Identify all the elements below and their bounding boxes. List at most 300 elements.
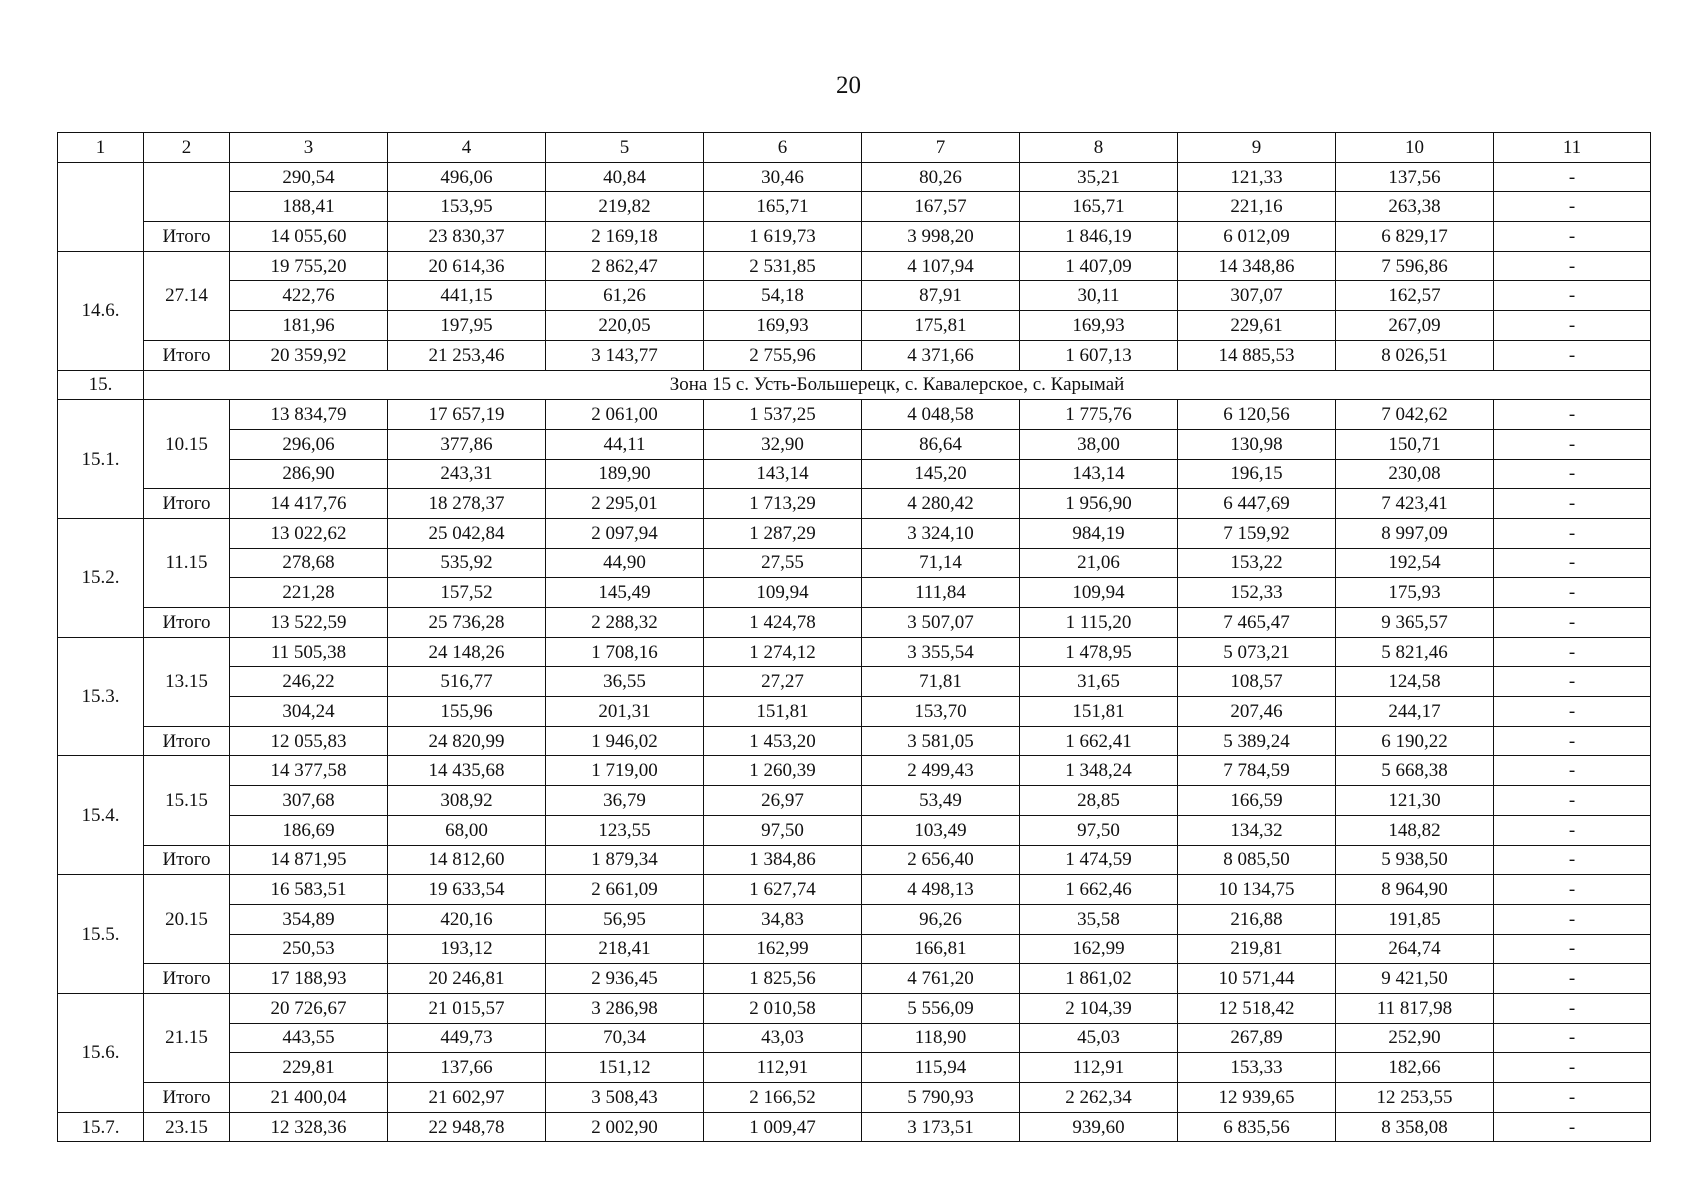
value-cell: 14 377,58 <box>230 756 388 786</box>
item-number: 15.4. <box>58 756 144 875</box>
value-cell: 112,91 <box>704 1053 862 1083</box>
value-cell: 34,83 <box>704 904 862 934</box>
value-cell: 1 627,74 <box>704 875 862 905</box>
value-cell: 145,20 <box>862 459 1020 489</box>
zone-title: Зона 15 с. Усть-Большерецк, с. Кавалерское, с. Карымай <box>144 370 1651 400</box>
value-cell: 186,69 <box>230 815 388 845</box>
total-cell: 14 055,60 <box>230 222 388 252</box>
table-row <box>58 311 1651 341</box>
value-cell: - <box>1494 548 1651 578</box>
value-cell: 2 097,94 <box>546 518 704 548</box>
value-cell: 13 834,79 <box>230 400 388 430</box>
value-cell: 70,34 <box>546 1023 704 1053</box>
total-cell: 2 295,01 <box>546 489 704 519</box>
total-cell: 2 755,96 <box>704 340 862 370</box>
value-cell: 243,31 <box>388 459 546 489</box>
value-cell: 7 784,59 <box>1178 756 1336 786</box>
table-row <box>58 993 1651 1023</box>
value-cell: 71,14 <box>862 548 1020 578</box>
value-cell: 169,93 <box>1020 311 1178 341</box>
total-cell: 6 012,09 <box>1178 222 1336 252</box>
value-cell: 286,90 <box>230 459 388 489</box>
total-label: Итого <box>144 726 230 756</box>
value-cell: 27,55 <box>704 548 862 578</box>
value-cell: 196,15 <box>1178 459 1336 489</box>
table-row <box>58 756 1651 786</box>
value-cell: 17 657,19 <box>388 400 546 430</box>
value-cell: 16 583,51 <box>230 875 388 905</box>
value-cell: 2 862,47 <box>546 251 704 281</box>
value-cell: 422,76 <box>230 281 388 311</box>
value-cell: 1 287,29 <box>704 518 862 548</box>
total-row <box>58 608 1651 638</box>
value-cell: 354,89 <box>230 904 388 934</box>
value-cell: - <box>1494 637 1651 667</box>
value-cell: - <box>1494 786 1651 816</box>
value-cell: 1 260,39 <box>704 756 862 786</box>
value-cell: 61,26 <box>546 281 704 311</box>
value-cell: 169,93 <box>704 311 862 341</box>
value-cell: 263,38 <box>1336 192 1494 222</box>
total-cell: 20 246,81 <box>388 964 546 994</box>
value-cell: 2 010,58 <box>704 993 862 1023</box>
total-cell: 9 365,57 <box>1336 608 1494 638</box>
total-cell: 1 846,19 <box>1020 222 1178 252</box>
item-number: 15.2. <box>58 518 144 637</box>
value-cell: 86,64 <box>862 429 1020 459</box>
total-cell: 21 253,46 <box>388 340 546 370</box>
item-number: 14.6. <box>58 251 144 370</box>
value-cell: 420,16 <box>388 904 546 934</box>
header-cell: 11 <box>1494 133 1651 163</box>
value-cell: 267,89 <box>1178 1023 1336 1053</box>
value-cell: - <box>1494 518 1651 548</box>
value-cell: 103,49 <box>862 815 1020 845</box>
table-row <box>58 578 1651 608</box>
total-cell: 18 278,37 <box>388 489 546 519</box>
total-cell: 5 389,24 <box>1178 726 1336 756</box>
total-label: Итого <box>144 340 230 370</box>
value-cell: 290,54 <box>230 162 388 192</box>
value-cell: 130,98 <box>1178 429 1336 459</box>
total-cell: 2 936,45 <box>546 964 704 994</box>
header-cell: 5 <box>546 133 704 163</box>
value-cell: 165,71 <box>1020 192 1178 222</box>
value-cell: 44,11 <box>546 429 704 459</box>
item-number: 15.3. <box>58 637 144 756</box>
total-cell: - <box>1494 964 1651 994</box>
value-cell: 296,06 <box>230 429 388 459</box>
total-cell: 1 956,90 <box>1020 489 1178 519</box>
value-cell: 153,95 <box>388 192 546 222</box>
header-cell: 6 <box>704 133 862 163</box>
value-cell: 87,91 <box>862 281 1020 311</box>
value-cell: 22 948,78 <box>388 1112 546 1142</box>
item-number: 15.7. <box>58 1112 144 1142</box>
total-cell: 21 602,97 <box>388 1083 546 1113</box>
value-cell: 307,68 <box>230 786 388 816</box>
total-row <box>58 222 1651 252</box>
value-cell: 3 324,10 <box>862 518 1020 548</box>
value-cell: - <box>1494 429 1651 459</box>
value-cell: 153,70 <box>862 697 1020 727</box>
total-cell: 1 424,78 <box>704 608 862 638</box>
value-cell: 1 274,12 <box>704 637 862 667</box>
total-cell: 4 280,42 <box>862 489 1020 519</box>
value-cell: 38,00 <box>1020 429 1178 459</box>
value-cell: 123,55 <box>546 815 704 845</box>
value-cell: 496,06 <box>388 162 546 192</box>
value-cell: 6 120,56 <box>1178 400 1336 430</box>
total-cell: 2 288,32 <box>546 608 704 638</box>
value-cell: 1 009,47 <box>704 1112 862 1142</box>
value-cell: 939,60 <box>1020 1112 1178 1142</box>
value-cell: 12 518,42 <box>1178 993 1336 1023</box>
value-cell: 155,96 <box>388 697 546 727</box>
table-row <box>58 400 1651 430</box>
value-cell: 115,94 <box>862 1053 1020 1083</box>
value-cell: 2 061,00 <box>546 400 704 430</box>
page-number: 20 <box>836 72 861 99</box>
table-row <box>58 1023 1651 1053</box>
value-cell: - <box>1494 578 1651 608</box>
total-cell: 6 829,17 <box>1336 222 1494 252</box>
total-cell: 24 820,99 <box>388 726 546 756</box>
total-cell: 14 885,53 <box>1178 340 1336 370</box>
value-cell: 4 498,13 <box>862 875 1020 905</box>
value-cell: 5 668,38 <box>1336 756 1494 786</box>
value-cell: 193,12 <box>388 934 546 964</box>
total-cell: 10 571,44 <box>1178 964 1336 994</box>
total-cell: 8 026,51 <box>1336 340 1494 370</box>
value-cell: 11 817,98 <box>1336 993 1494 1023</box>
total-label: Итого <box>144 489 230 519</box>
value-cell: 181,96 <box>230 311 388 341</box>
value-cell: 1 407,09 <box>1020 251 1178 281</box>
value-cell: 1 719,00 <box>546 756 704 786</box>
value-cell: 27,27 <box>704 667 862 697</box>
table-row <box>58 934 1651 964</box>
value-cell: 229,81 <box>230 1053 388 1083</box>
value-cell: - <box>1494 281 1651 311</box>
value-cell: 182,66 <box>1336 1053 1494 1083</box>
value-cell: 307,07 <box>1178 281 1336 311</box>
total-cell: 2 656,40 <box>862 845 1020 875</box>
value-cell: 20 726,67 <box>230 993 388 1023</box>
value-cell: - <box>1494 756 1651 786</box>
table-row <box>58 281 1651 311</box>
total-cell: 7 465,47 <box>1178 608 1336 638</box>
value-cell: 516,77 <box>388 667 546 697</box>
total-label: Итого <box>144 608 230 638</box>
total-cell: 5 938,50 <box>1336 845 1494 875</box>
value-cell: 148,82 <box>1336 815 1494 845</box>
value-cell: - <box>1494 251 1651 281</box>
item-code <box>144 162 230 221</box>
value-cell: 220,05 <box>546 311 704 341</box>
value-cell: 219,81 <box>1178 934 1336 964</box>
item-code: 21.15 <box>144 993 230 1082</box>
value-cell: 153,22 <box>1178 548 1336 578</box>
total-cell: 1 607,13 <box>1020 340 1178 370</box>
value-cell: 5 821,46 <box>1336 637 1494 667</box>
value-cell: 1 775,76 <box>1020 400 1178 430</box>
value-cell: 31,65 <box>1020 667 1178 697</box>
value-cell: 221,28 <box>230 578 388 608</box>
table-row <box>58 815 1651 845</box>
total-cell: 3 998,20 <box>862 222 1020 252</box>
table-row <box>58 251 1651 281</box>
value-cell: 151,81 <box>1020 697 1178 727</box>
header-cell: 8 <box>1020 133 1178 163</box>
value-cell: 80,26 <box>862 162 1020 192</box>
value-cell: 175,93 <box>1336 578 1494 608</box>
total-cell: 13 522,59 <box>230 608 388 638</box>
total-cell: - <box>1494 222 1651 252</box>
value-cell: 150,71 <box>1336 429 1494 459</box>
total-cell: 2 166,52 <box>704 1083 862 1113</box>
value-cell: 96,26 <box>862 904 1020 934</box>
total-cell: 3 143,77 <box>546 340 704 370</box>
total-cell: - <box>1494 1083 1651 1113</box>
total-cell: - <box>1494 726 1651 756</box>
value-cell: 21 015,57 <box>388 993 546 1023</box>
value-cell: 54,18 <box>704 281 862 311</box>
value-cell: 188,41 <box>230 192 388 222</box>
value-cell: 71,81 <box>862 667 1020 697</box>
total-cell: 1 825,56 <box>704 964 862 994</box>
value-cell: 43,03 <box>704 1023 862 1053</box>
total-label: Итого <box>144 222 230 252</box>
total-cell: 1 861,02 <box>1020 964 1178 994</box>
value-cell: - <box>1494 459 1651 489</box>
value-cell: 56,95 <box>546 904 704 934</box>
total-cell: 1 115,20 <box>1020 608 1178 638</box>
item-code: 11.15 <box>144 518 230 607</box>
value-cell: 134,32 <box>1178 815 1336 845</box>
value-cell: - <box>1494 311 1651 341</box>
value-cell: 449,73 <box>388 1023 546 1053</box>
value-cell: 53,49 <box>862 786 1020 816</box>
total-row <box>58 340 1651 370</box>
total-row <box>58 726 1651 756</box>
value-cell: 151,81 <box>704 697 862 727</box>
tariff-table <box>57 132 1651 1142</box>
total-cell: 5 790,93 <box>862 1083 1020 1113</box>
total-cell: 4 371,66 <box>862 340 1020 370</box>
table-row <box>58 459 1651 489</box>
total-cell: - <box>1494 340 1651 370</box>
value-cell: 124,58 <box>1336 667 1494 697</box>
value-cell: 2 002,90 <box>546 1112 704 1142</box>
value-cell: 6 835,56 <box>1178 1112 1336 1142</box>
header-cell: 10 <box>1336 133 1494 163</box>
total-cell: 1 453,20 <box>704 726 862 756</box>
value-cell: 143,14 <box>1020 459 1178 489</box>
value-cell: 137,66 <box>388 1053 546 1083</box>
value-cell: 118,90 <box>862 1023 1020 1053</box>
value-cell: 14 348,86 <box>1178 251 1336 281</box>
table-row <box>58 192 1651 222</box>
value-cell: 175,81 <box>862 311 1020 341</box>
value-cell: - <box>1494 667 1651 697</box>
value-cell: 35,21 <box>1020 162 1178 192</box>
value-cell: 166,59 <box>1178 786 1336 816</box>
value-cell: 1 708,16 <box>546 637 704 667</box>
value-cell: 30,46 <box>704 162 862 192</box>
value-cell: 2 499,43 <box>862 756 1020 786</box>
total-cell: 8 085,50 <box>1178 845 1336 875</box>
value-cell: 191,85 <box>1336 904 1494 934</box>
value-cell: - <box>1494 162 1651 192</box>
value-cell: - <box>1494 1053 1651 1083</box>
total-cell: - <box>1494 845 1651 875</box>
table-row <box>58 548 1651 578</box>
total-cell: 2 169,18 <box>546 222 704 252</box>
value-cell: 1 662,46 <box>1020 875 1178 905</box>
total-row <box>58 1083 1651 1113</box>
value-cell: 535,92 <box>388 548 546 578</box>
value-cell: 230,08 <box>1336 459 1494 489</box>
header-cell: 9 <box>1178 133 1336 163</box>
zone-number: 15. <box>58 370 144 400</box>
value-cell: 441,15 <box>388 281 546 311</box>
value-cell: 244,17 <box>1336 697 1494 727</box>
total-cell: 1 713,29 <box>704 489 862 519</box>
value-cell: 246,22 <box>230 667 388 697</box>
value-cell: 218,41 <box>546 934 704 964</box>
value-cell: 143,14 <box>704 459 862 489</box>
table-row <box>58 697 1651 727</box>
value-cell: 109,94 <box>704 578 862 608</box>
total-cell: 14 871,95 <box>230 845 388 875</box>
total-cell: 9 421,50 <box>1336 964 1494 994</box>
value-cell: 24 148,26 <box>388 637 546 667</box>
value-cell: 157,52 <box>388 578 546 608</box>
value-cell: 1 478,95 <box>1020 637 1178 667</box>
total-cell: 1 474,59 <box>1020 845 1178 875</box>
value-cell: 32,90 <box>704 429 862 459</box>
total-cell: 14 812,60 <box>388 845 546 875</box>
value-cell: - <box>1494 697 1651 727</box>
value-cell: 197,95 <box>388 311 546 341</box>
value-cell: 30,11 <box>1020 281 1178 311</box>
value-cell: 250,53 <box>230 934 388 964</box>
value-cell: 162,57 <box>1336 281 1494 311</box>
total-cell: 6 447,69 <box>1178 489 1336 519</box>
total-cell: 17 188,93 <box>230 964 388 994</box>
total-cell: 1 384,86 <box>704 845 862 875</box>
value-cell: 121,33 <box>1178 162 1336 192</box>
value-cell: 2 531,85 <box>704 251 862 281</box>
value-cell: 151,12 <box>546 1053 704 1083</box>
value-cell: 108,57 <box>1178 667 1336 697</box>
table-row <box>58 162 1651 192</box>
value-cell: 377,86 <box>388 429 546 459</box>
value-cell: 121,30 <box>1336 786 1494 816</box>
total-cell: 21 400,04 <box>230 1083 388 1113</box>
table-row <box>58 904 1651 934</box>
item-code: 10.15 <box>144 400 230 489</box>
value-cell: 20 614,36 <box>388 251 546 281</box>
total-cell: 12 939,65 <box>1178 1083 1336 1113</box>
value-cell: 19 633,54 <box>388 875 546 905</box>
value-cell: 45,03 <box>1020 1023 1178 1053</box>
value-cell: 36,79 <box>546 786 704 816</box>
total-row <box>58 964 1651 994</box>
value-cell: 21,06 <box>1020 548 1178 578</box>
value-cell: 97,50 <box>1020 815 1178 845</box>
value-cell: 189,90 <box>546 459 704 489</box>
total-cell: 4 761,20 <box>862 964 1020 994</box>
value-cell: 7 159,92 <box>1178 518 1336 548</box>
item-number: 15.5. <box>58 875 144 994</box>
value-cell: 19 755,20 <box>230 251 388 281</box>
value-cell: 97,50 <box>704 815 862 845</box>
total-label: Итого <box>144 964 230 994</box>
value-cell: 3 173,51 <box>862 1112 1020 1142</box>
value-cell: - <box>1494 1023 1651 1053</box>
total-cell: 1 879,34 <box>546 845 704 875</box>
value-cell: 40,84 <box>546 162 704 192</box>
total-cell: 1 662,41 <box>1020 726 1178 756</box>
value-cell: 28,85 <box>1020 786 1178 816</box>
total-cell: 12 055,83 <box>230 726 388 756</box>
value-cell: 162,99 <box>1020 934 1178 964</box>
value-cell: 111,84 <box>862 578 1020 608</box>
header-cell: 1 <box>58 133 144 163</box>
total-row <box>58 489 1651 519</box>
value-cell: 229,61 <box>1178 311 1336 341</box>
value-cell: 201,31 <box>546 697 704 727</box>
item-code: 23.15 <box>144 1112 230 1142</box>
value-cell: 4 048,58 <box>862 400 1020 430</box>
total-cell: - <box>1494 608 1651 638</box>
table-row <box>58 875 1651 905</box>
table-row <box>58 667 1651 697</box>
value-cell: 152,33 <box>1178 578 1336 608</box>
table-row <box>58 429 1651 459</box>
value-cell: 3 286,98 <box>546 993 704 1023</box>
total-cell: 1 619,73 <box>704 222 862 252</box>
total-cell: 25 736,28 <box>388 608 546 638</box>
total-cell: 7 423,41 <box>1336 489 1494 519</box>
value-cell: 308,92 <box>388 786 546 816</box>
total-label: Итого <box>144 845 230 875</box>
value-cell: - <box>1494 815 1651 845</box>
value-cell: - <box>1494 192 1651 222</box>
value-cell: 162,99 <box>704 934 862 964</box>
value-cell: 443,55 <box>230 1023 388 1053</box>
value-cell: - <box>1494 934 1651 964</box>
item-number: 15.1. <box>58 400 144 519</box>
value-cell: 68,00 <box>388 815 546 845</box>
value-cell: 44,90 <box>546 548 704 578</box>
value-cell: 165,71 <box>704 192 862 222</box>
value-cell: 137,56 <box>1336 162 1494 192</box>
value-cell: 1 348,24 <box>1020 756 1178 786</box>
value-cell: 219,82 <box>546 192 704 222</box>
value-cell: 2 661,09 <box>546 875 704 905</box>
value-cell: 267,09 <box>1336 311 1494 341</box>
item-code: 15.15 <box>144 756 230 845</box>
header-cell: 4 <box>388 133 546 163</box>
value-cell: 8 964,90 <box>1336 875 1494 905</box>
value-cell: 166,81 <box>862 934 1020 964</box>
item-code: 20.15 <box>144 875 230 964</box>
header-cell: 2 <box>144 133 230 163</box>
item-number <box>58 162 144 251</box>
